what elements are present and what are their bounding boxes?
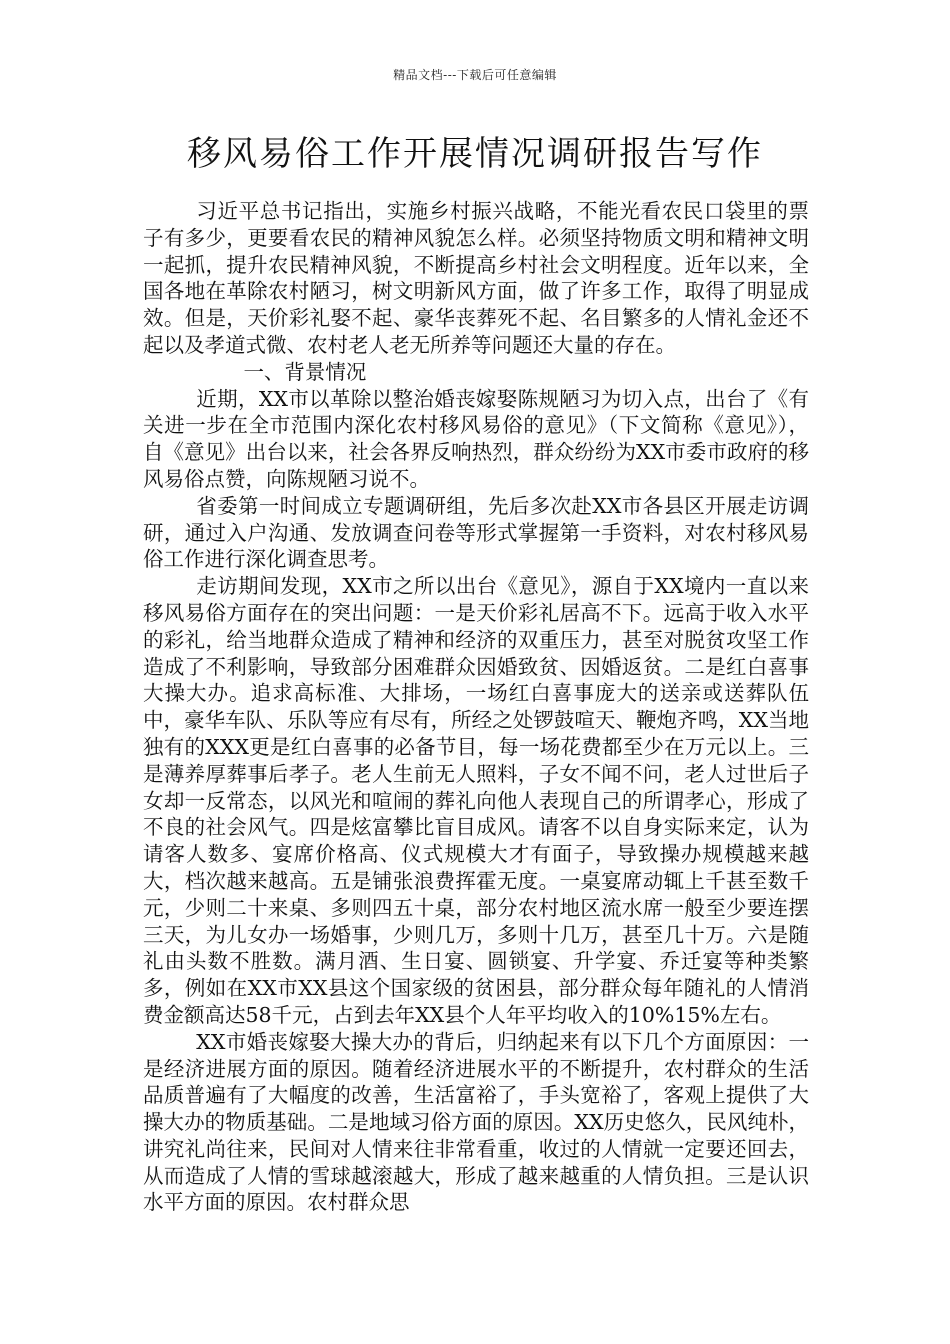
section-heading-background: 一、背景情况 xyxy=(243,359,367,384)
document-title: 移风易俗工作开展情况调研报告写作 xyxy=(187,134,763,174)
document-body xyxy=(143,198,809,1216)
paragraph-reasons: XX市婚丧嫁娶大操大办的背后，归纳起来有以下几个方面原因：一是经济进展方面的原因。随着经济进展水平的不断提升，农村群众的生活品质普遍有了大幅度的改善，生活富裕了，手头宽裕了，客观上提供了大操大办的物质基础。二是地域习俗方面的原因。XX历史悠久，民风纯朴，讲究礼尚往来，民间对人情来往非常看重，收过的人情就一定要还回去，从而造成了人情的雪球越滚越大，形成了越来越重的人情负担。三是认识水平方面的原因。农村群众思 xyxy=(143,1029,809,1215)
header-note: 精品文档---下载后可任意编辑 xyxy=(393,68,557,82)
paragraph-research-group: 省委第一时间成立专题调研组，先后多次赴XX市各县区开展走访调研，通过入户沟通、发放调查问卷等形式掌握第一手资料，对农村移风易俗工作进行深化调查思考。 xyxy=(143,493,809,572)
paragraph-recent: 近期，XX市以革除以整治婚丧嫁娶陈规陋习为切入点，出台了《有关进一步在全市范围内深化农村移风易俗的意见》（下文简称《意见》），自《意见》出台以来，社会各界反响热烈，群众纷纷为XX市委市政府的移风易俗点赞，向陈规陋习说不。 xyxy=(143,386,809,491)
paragraph-findings: 走访期间发现，XX市之所以出台《意见》，源自于XX境内一直以来移风易俗方面存在的突出问题：一是天价彩礼居高不下。远高于收入水平的彩礼，给当地群众造成了精神和经济的双重压力，甚至对脱贫攻坚工作造成了不利影响，导致部分困难群众因婚致贫、因婚返贫。二是红白喜事大操大办。追求高标准、大排场，一场红白喜事庞大的送亲或送葬队伍中，豪华车队、乐队等应有尽有，所经之处锣鼓喧天、鞭炮齐鸣，XX当地独有的XXX更是红白喜事的必备节目，每一场花费都至少在万元以上。三是薄养厚葬事后孝子。老人生前无人照料，子女不闻不问，老人过世后子女却一反常态，以风光和喧闹的葬礼向他人表现自己的所谓孝心，形成了不良的社会风气。四是炫富攀比盲目成风。请客不以自身实际来定，认为请客人数多、宴席价格高、仪式规模大才有面子，导致操办规模越来越大，档次越来越高。五是铺张浪费挥霍无度。一桌宴席动辄上千甚至数千元，少则二十来桌、多则四五十桌，部分农村地区流水席一般至少要连摆三天，为儿女办一场婚事，少则几万，多则十几万，甚至几十万。六是随礼由头数不胜数。满月酒、生日宴、圆锁宴、升学宴、乔迁宴等种类繁多，例如在XX市XX县这个国家级的贫困县，部分群众每年随礼的人情消费金额高达58千元，占到去年XX县个人年平均收入的10%15%左右。 xyxy=(143,574,809,1027)
paragraph-intro: 习近平总书记指出，实施乡村振兴战略，不能光看农民口袋里的票子有多少，更要看农民的精神风貌怎么样。必须坚持物质文明和精神文明一起抓，提升农民精神风貌，不断提高乡村社会文明程度。近年以来，全国各地在革除农村陋习，树文明新风方面，做了许多工作，取得了明显成效。但是，天价彩礼娶不起、豪华丧葬死不起、名目繁多的人情礼金还不起以及孝道式微、农村老人老无所养等问题还大量的存在。 xyxy=(143,199,809,357)
